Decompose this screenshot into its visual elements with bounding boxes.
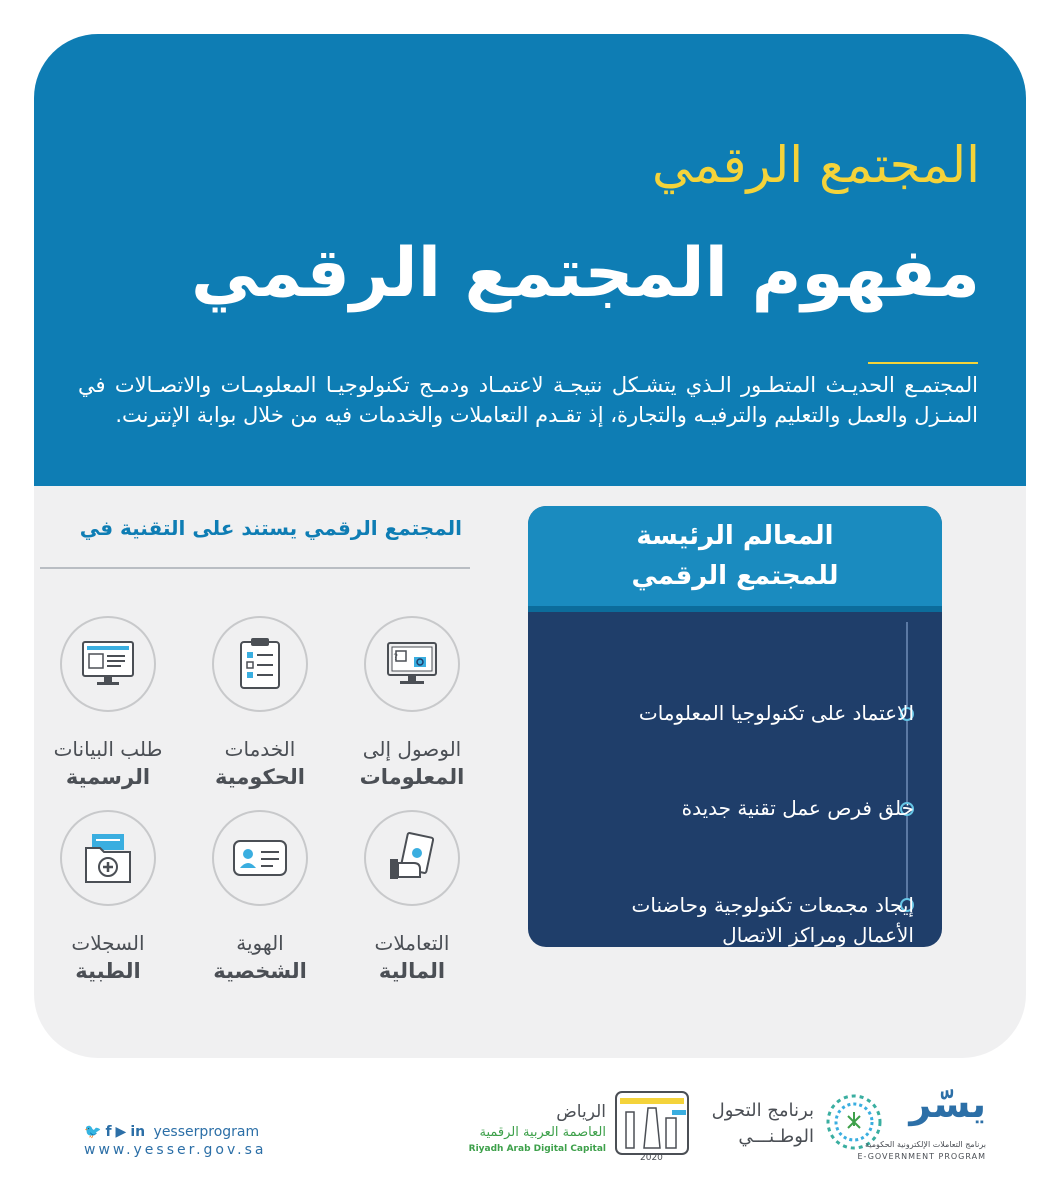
hand-money-icon	[364, 810, 460, 906]
yesser-wordmark: يسّر	[909, 1082, 986, 1126]
medical-folder-icon	[60, 810, 156, 906]
features-panel-title	[528, 516, 942, 596]
yesser-tagline-en: E-GOVERNMENT PROGRAM	[857, 1152, 986, 1161]
feature-item-medical	[38, 810, 178, 986]
feature-label-line2: الطبية	[75, 959, 141, 983]
technology-heading: المجتمع الرقمي يستند على التقنية في	[79, 516, 462, 540]
monitor-search-icon	[364, 616, 460, 712]
vision-subtitle: الوطـنـــي	[738, 1126, 814, 1147]
feature-label-line2: المالية	[378, 959, 446, 983]
svg-text:?: ?	[393, 653, 398, 663]
timeline-line	[906, 622, 908, 912]
id-card-icon	[212, 810, 308, 906]
header-banner	[34, 34, 1026, 486]
feature-point: إيجاد مجمعات تكنولوجية وحاضنات الأعمال ومراكز الاتصال	[631, 893, 914, 947]
linkedin-icon[interactable]: in	[130, 1124, 146, 1140]
feature-point: الاعتماد على تكنولوجيا المعلومات	[638, 701, 914, 725]
feature-label-line1: الوصول إلى	[362, 737, 462, 761]
riyadh-skyline-icon	[612, 1088, 692, 1164]
feature-label-line2: الحكومية	[215, 765, 305, 789]
computer-window-icon	[60, 616, 156, 712]
logo-year: 2020	[640, 1153, 663, 1163]
feature-label-line1: السجلات	[71, 931, 145, 955]
intro-paragraph: المجتمـع الحديـث المتطـور الـذي يتشـكل نتيجـة لاعتمـاد ودمـج تكنولوجيـا المعلومـات والاتصـالات في المنـزل والعمل والتعليم والترفيـه والتجارة، إذ تقـدم التعاملات والخدمات فيه من خلال بوابة الإنترنت.	[78, 373, 978, 427]
features-title-line1: المعالم الرئيسة	[636, 521, 834, 551]
feature-label-line1: الخدمات	[224, 737, 296, 761]
technology-grid	[40, 600, 480, 983]
feature-label-line2: الرسمية	[65, 765, 151, 789]
technology-divider	[40, 567, 470, 569]
feature-label-line2: المعلومات	[359, 765, 465, 789]
feature-point: خلق فرص عمل تقنية جديدة	[681, 796, 914, 820]
facebook-icon[interactable]: f	[105, 1124, 112, 1140]
accent-divider	[868, 362, 978, 364]
feature-item-financial	[342, 810, 482, 986]
page-title: مفهوم المجتمع الرقمي	[190, 234, 980, 313]
website-link[interactable]: www.yesser.gov.sa	[84, 1142, 267, 1158]
riyadh-title: الرياض	[556, 1102, 606, 1122]
feature-item-government-services	[190, 616, 330, 792]
feature-item-information	[342, 616, 482, 792]
feature-label-line1: التعاملات	[374, 931, 450, 955]
riyadh-subtitle-en: Riyadh Arab Digital Capital	[468, 1144, 606, 1154]
features-title-line2: للمجتمع الرقمي	[631, 561, 839, 591]
yesser-tagline-ar: برنامج التعاملات الإلكترونية الحكومية	[865, 1140, 986, 1149]
social-handle[interactable]: yesserprogram	[153, 1124, 260, 1140]
twitter-icon[interactable]: 🐦	[84, 1124, 102, 1140]
feature-label-line1: الهوية	[236, 931, 284, 955]
feature-item-official-data	[38, 616, 178, 792]
feature-item-identity	[190, 810, 330, 986]
page-subtitle: المجتمع الرقمي	[651, 136, 980, 194]
riyadh-subtitle-ar: العاصمة العربية الرقمية	[479, 1125, 606, 1140]
vision-title: برنامج التحول	[711, 1100, 814, 1121]
social-links	[84, 1124, 259, 1140]
feature-label-line2: الشخصية	[213, 959, 307, 983]
clipboard-checklist-icon	[212, 616, 308, 712]
youtube-icon[interactable]: ▶	[115, 1124, 127, 1140]
feature-label-line1: طلب البيانات	[53, 737, 163, 761]
